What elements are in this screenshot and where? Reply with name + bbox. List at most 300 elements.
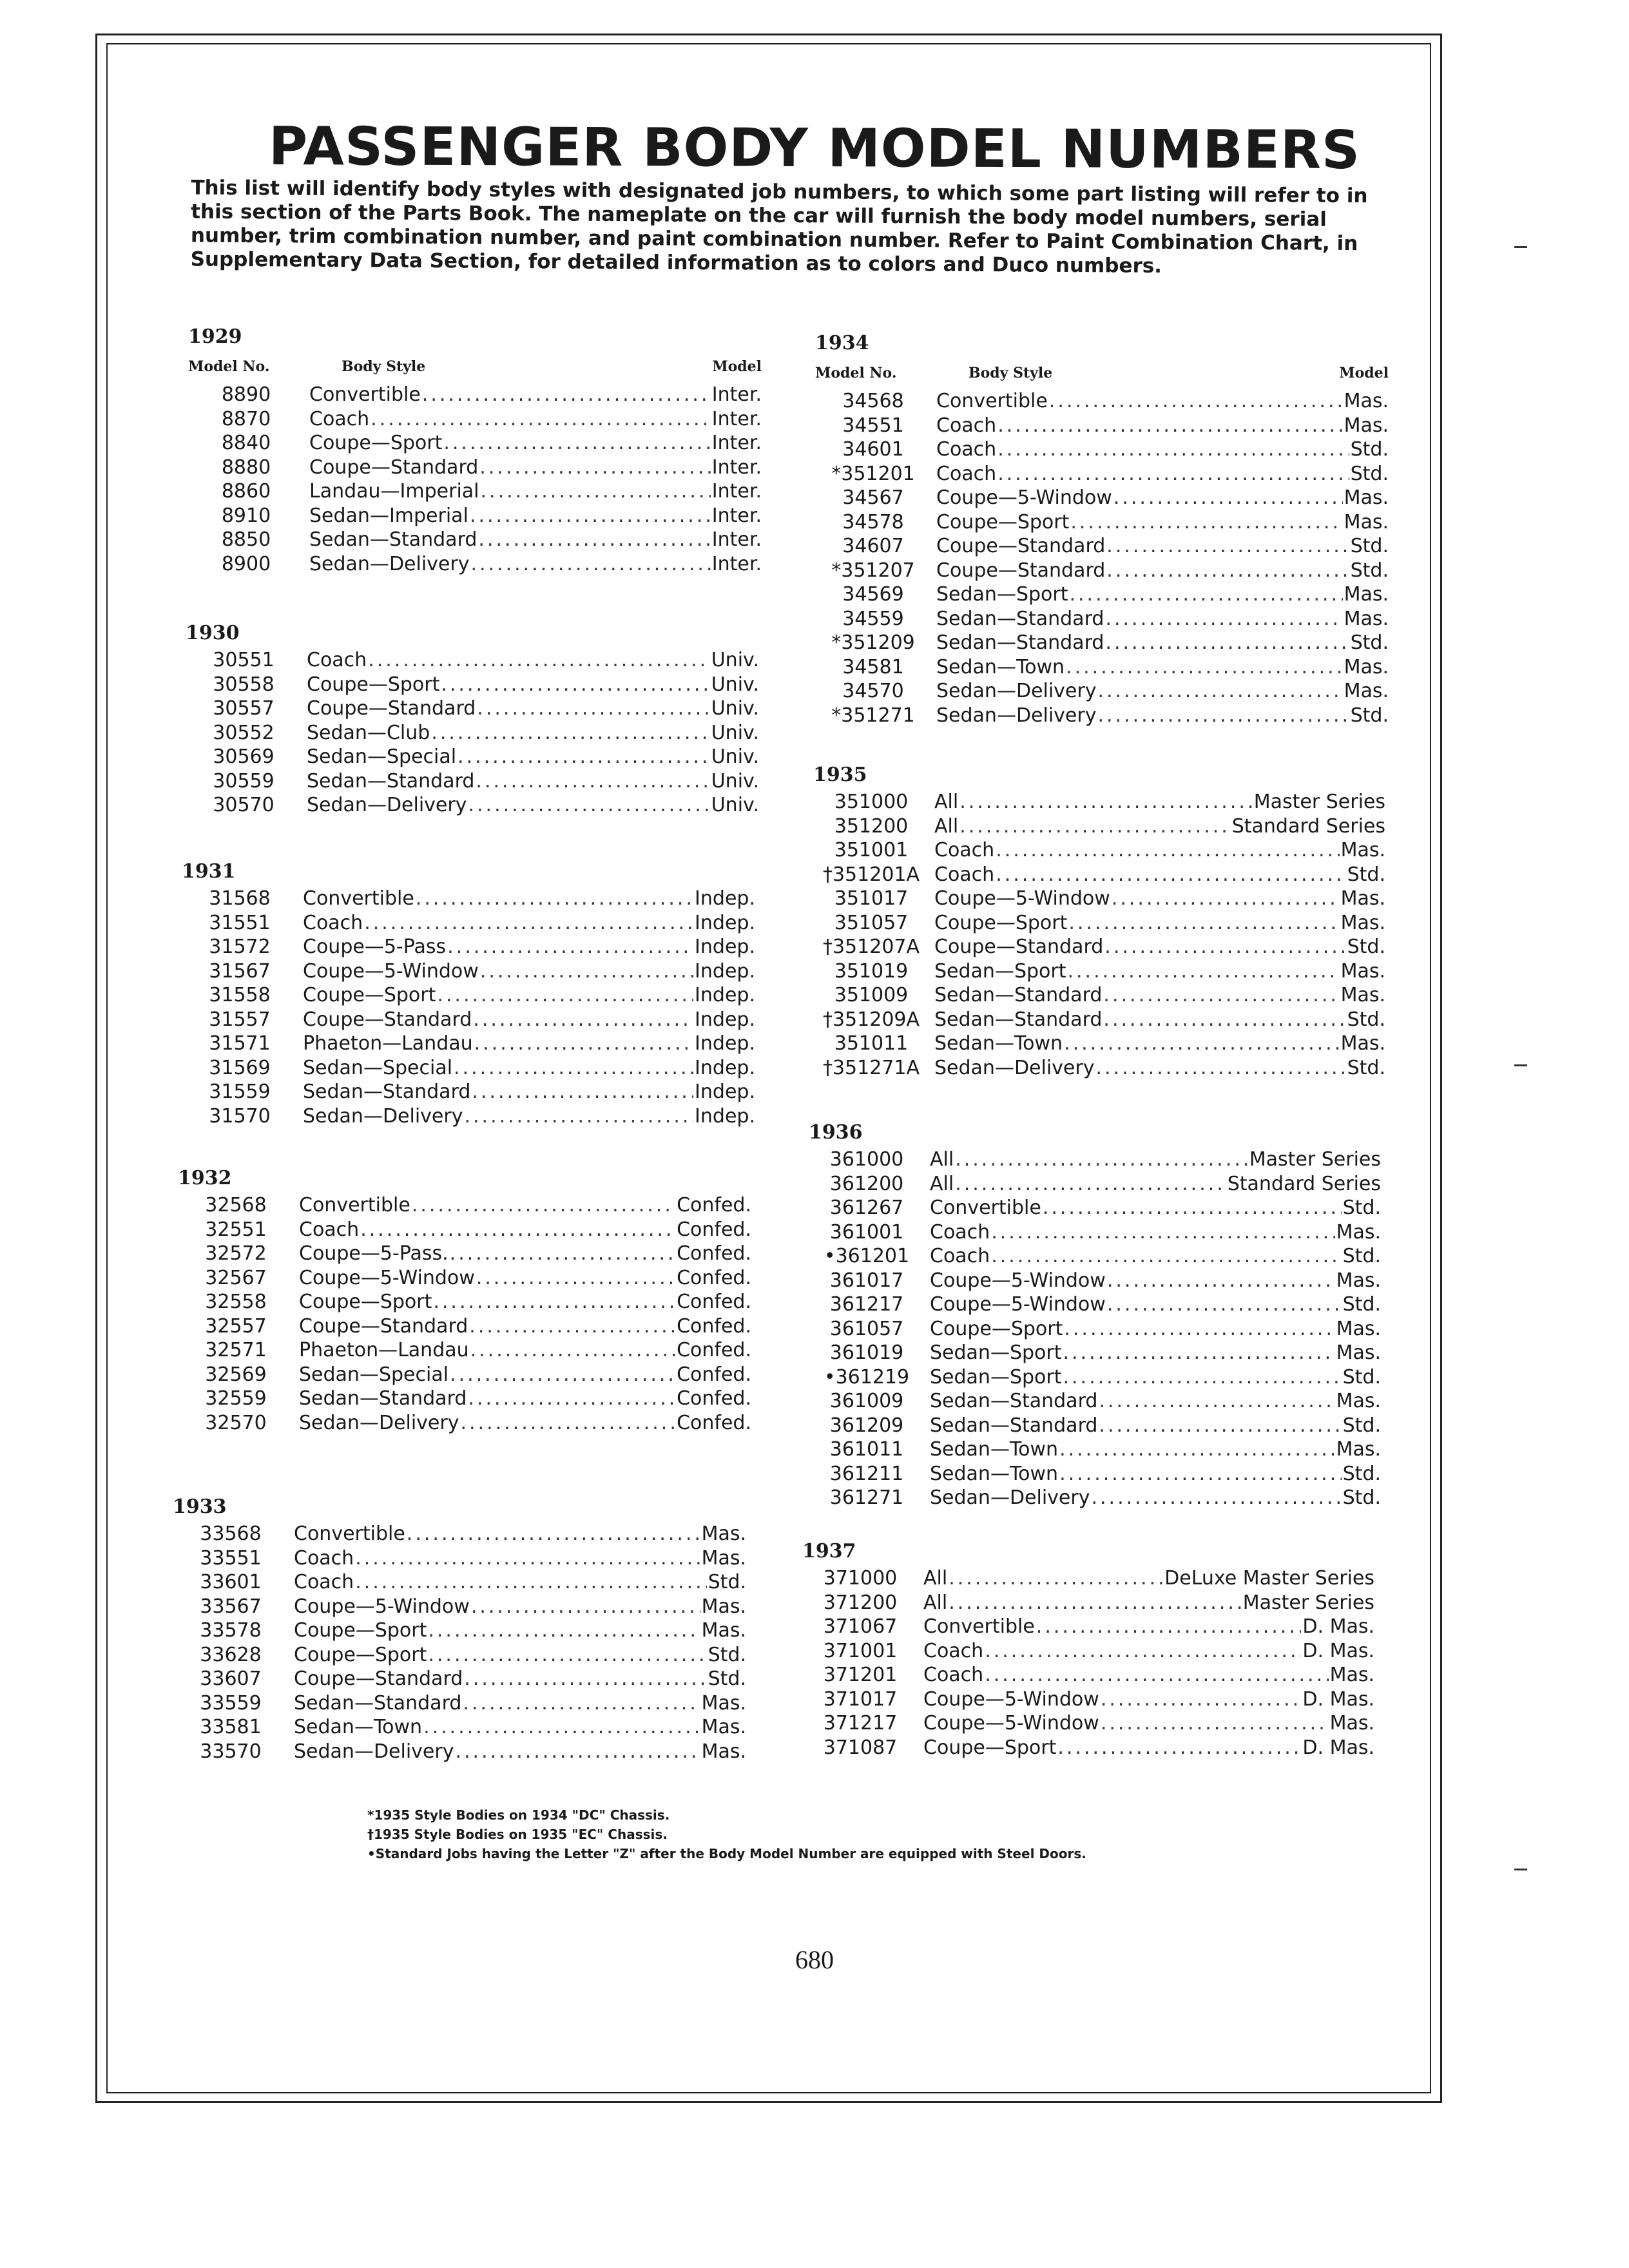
- table-row: [815, 534, 1389, 559]
- model-designation: Confed.: [677, 1314, 751, 1338]
- dot-leader: [1036, 1615, 1302, 1639]
- body-style-cell: [294, 1643, 746, 1667]
- body-style: Sedan—Standard: [936, 631, 1104, 654]
- model-number: 30558: [213, 673, 275, 696]
- body-style-cell: [299, 1290, 751, 1314]
- table-row: [809, 1244, 1381, 1269]
- body-style: Sedan—Delivery: [299, 1411, 459, 1434]
- body-style-cell: [294, 1667, 746, 1691]
- dot-leader: [476, 769, 709, 794]
- body-style: Coach: [307, 649, 367, 671]
- body-style-cell: [309, 431, 762, 456]
- body-style: Landau—Imperial: [309, 480, 479, 503]
- body-style-cell: [299, 1387, 751, 1411]
- body-style-cell: [934, 863, 1385, 887]
- body-style: Sedan—Delivery: [936, 704, 1097, 727]
- body-style-cell: [934, 1032, 1385, 1056]
- body-style: Sedan—Sport: [930, 1365, 1062, 1389]
- body-style-cell: [936, 534, 1389, 559]
- model-designation: Confed.: [677, 1218, 751, 1241]
- model-designation: DeLuxe Master Series: [1164, 1567, 1374, 1590]
- model-designation: Std.: [1350, 438, 1389, 461]
- body-style-cell: [934, 935, 1385, 959]
- body-style: Phaeton—Landau: [303, 1032, 473, 1055]
- model-designation: Univ.: [711, 769, 759, 793]
- page-title: PASSENGER BODY MODEL NUMBERS: [268, 116, 1361, 181]
- model-designation: Std.: [1350, 631, 1389, 654]
- body-style-cell: [294, 1595, 746, 1619]
- year-heading: 1929: [188, 325, 242, 348]
- dot-leader: [472, 1080, 693, 1104]
- body-style: Convertible: [309, 383, 421, 406]
- model-designation: Master Series: [1242, 1591, 1374, 1614]
- model-number: *351201: [831, 462, 915, 485]
- table-row: [186, 745, 759, 769]
- body-style-cell: [936, 414, 1389, 438]
- table-row: [178, 1363, 751, 1387]
- year-section-1937: [802, 1537, 1374, 1760]
- body-style: Convertible: [936, 390, 1048, 412]
- year-heading: 1931: [182, 860, 236, 883]
- body-style: Coupe—Sport: [299, 1291, 432, 1313]
- year-section-1930: [186, 619, 759, 818]
- body-style: Phaeton—Landau: [299, 1339, 469, 1361]
- dot-leader: [368, 648, 710, 673]
- model-designation: Mas.: [1336, 1438, 1381, 1461]
- dot-leader: [412, 1193, 675, 1218]
- table-row: [802, 1615, 1374, 1639]
- model-designation: Mas.: [1336, 1269, 1381, 1292]
- table-row: [813, 1032, 1385, 1056]
- model-number: 371087: [823, 1736, 898, 1759]
- model-designation: Inter.: [711, 528, 762, 551]
- model-designation: Indep.: [695, 959, 755, 983]
- model-designation: Mas.: [1344, 607, 1389, 630]
- table-row: [173, 1570, 746, 1595]
- dot-leader: [464, 1667, 706, 1691]
- model-number: †351207A: [822, 936, 920, 958]
- model-designation: D. Mas.: [1302, 1687, 1374, 1711]
- model-designation: Std.: [1347, 936, 1385, 958]
- model-designation: Mas.: [1340, 984, 1385, 1006]
- year-section-1931: [182, 857, 755, 1128]
- body-style-cell: [930, 1414, 1381, 1438]
- table-row: [173, 1522, 746, 1546]
- model-number: 361011: [829, 1438, 904, 1461]
- model-designation: Univ.: [711, 745, 759, 768]
- model-designation: Std.: [1350, 704, 1389, 727]
- body-style: Coupe—5-Pass.: [299, 1242, 448, 1265]
- body-style-cell: [936, 437, 1389, 462]
- model-number: 31569: [209, 1056, 271, 1079]
- model-number: 31567: [209, 959, 271, 983]
- body-style: Coupe—Sport: [923, 1736, 1057, 1759]
- model-number: 31571: [209, 1032, 271, 1055]
- model-number: 34607: [842, 535, 904, 557]
- body-style: Coupe—Sport: [307, 673, 440, 696]
- table-row: [815, 462, 1389, 486]
- table-row: [182, 1104, 755, 1129]
- body-style: Sedan—Special: [299, 1363, 449, 1386]
- model-number: 351001: [834, 839, 909, 861]
- table-row: [186, 769, 759, 794]
- model-number: 32551: [205, 1218, 267, 1241]
- body-style-cell: [936, 655, 1389, 680]
- body-style-cell: [299, 1266, 751, 1291]
- body-style: Coupe—Sport: [294, 1619, 427, 1642]
- model-designation: Mas.: [1336, 1341, 1381, 1364]
- model-number: 361267: [829, 1196, 904, 1219]
- model-designation: Mas.: [1340, 887, 1385, 910]
- model-designation: Inter.: [711, 407, 762, 430]
- model-designation: Mas.: [1344, 390, 1389, 412]
- dot-leader: [1091, 1486, 1341, 1510]
- dot-leader: [1103, 1008, 1345, 1032]
- table-row: [813, 838, 1385, 863]
- model-number: †351209A: [822, 1008, 920, 1031]
- footnote: •Standard Jobs having the Letter "Z" after the Body Model Number are equipped with Steel Doors.: [367, 1846, 1086, 1861]
- table-row: [815, 559, 1389, 583]
- body-style-cell: [299, 1338, 751, 1363]
- body-style-cell: [930, 1293, 1381, 1317]
- dot-leader: [985, 1663, 1328, 1687]
- year-heading: 1937: [802, 1540, 856, 1562]
- dot-leader: [1106, 534, 1349, 559]
- model-designation: Std.: [1350, 462, 1389, 485]
- dot-leader: [959, 790, 1253, 814]
- body-style-cell: [299, 1411, 751, 1436]
- body-style: Coupe—Standard: [294, 1667, 463, 1690]
- body-style-cell: [299, 1218, 751, 1242]
- model-designation: Mas.: [1344, 655, 1389, 678]
- body-style: Coupe—Standard: [309, 456, 479, 479]
- column-header-body-style: Body Style: [969, 365, 1053, 381]
- body-style-cell: [936, 462, 1389, 486]
- dot-leader: [1113, 486, 1343, 510]
- body-style: Coach: [294, 1571, 354, 1593]
- year-section-1933: [173, 1492, 746, 1763]
- model-number: 361209: [829, 1414, 904, 1437]
- table-row: [188, 431, 762, 456]
- model-number: 31557: [209, 1008, 271, 1031]
- table-row: [813, 1008, 1385, 1032]
- table-row: [178, 1314, 751, 1339]
- body-style: Sedan—Standard: [930, 1414, 1098, 1437]
- dot-leader: [996, 838, 1339, 863]
- dot-leader: [991, 1244, 1341, 1269]
- body-style-cell: [934, 983, 1385, 1008]
- model-number: 30569: [213, 745, 275, 768]
- body-style: Coach: [923, 1639, 984, 1662]
- model-designation: Mas.: [701, 1523, 746, 1545]
- table-row: [813, 814, 1385, 839]
- model-designation: Indep.: [695, 1008, 755, 1031]
- model-designation: Indep.: [695, 887, 755, 910]
- dot-leader: [481, 479, 711, 504]
- body-style-cell: [934, 887, 1385, 911]
- model-designation: Indep.: [695, 911, 755, 934]
- body-style-cell: [936, 631, 1389, 655]
- body-style-cell: [294, 1619, 746, 1643]
- table-row: [178, 1338, 751, 1363]
- body-style: Coupe—5-Window: [930, 1269, 1106, 1292]
- body-style: Coupe—5-Window: [930, 1293, 1106, 1316]
- model-designation: Standard Series: [1227, 1172, 1381, 1195]
- table-row: [802, 1566, 1374, 1591]
- dot-leader: [949, 1566, 1163, 1591]
- dot-leader: [1099, 1414, 1341, 1438]
- body-style-cell: [936, 704, 1389, 728]
- body-style: Sedan—Standard: [309, 528, 477, 551]
- body-style-cell: [309, 528, 762, 552]
- table-row: [815, 437, 1389, 462]
- model-number: 32558: [205, 1291, 267, 1313]
- body-style: Sedan—Delivery: [934, 1056, 1095, 1079]
- table-row: [813, 1056, 1385, 1081]
- model-number: 34551: [842, 414, 904, 437]
- table-row: [178, 1411, 751, 1436]
- model-number: 351200: [834, 814, 909, 838]
- model-designation: Mas.: [701, 1595, 746, 1618]
- model-number: 34568: [842, 390, 904, 412]
- body-style-cell: [294, 1546, 746, 1571]
- model-designation: Univ.: [711, 697, 759, 720]
- table-row: [186, 697, 759, 721]
- body-style-cell: [930, 1317, 1381, 1341]
- year-heading: 1930: [186, 622, 240, 644]
- model-designation: Indep.: [695, 1032, 755, 1055]
- model-designation: Confed.: [677, 1194, 751, 1216]
- body-style: Coupe—Sport: [294, 1643, 427, 1666]
- model-number: 34569: [842, 583, 904, 606]
- model-designation: Std.: [1342, 1245, 1381, 1267]
- table-row: [802, 1591, 1374, 1615]
- table-row: [178, 1193, 751, 1218]
- body-style-cell: [936, 389, 1389, 414]
- body-style: Sedan—Delivery: [307, 794, 467, 816]
- model-number: 32572: [205, 1242, 267, 1265]
- dot-leader: [469, 1314, 675, 1339]
- year-heading: 1932: [178, 1167, 232, 1189]
- body-style-cell: [307, 769, 759, 794]
- dot-leader: [1105, 607, 1342, 631]
- body-style: Coupe—Standard: [299, 1314, 468, 1338]
- model-designation: Mas.: [1340, 911, 1385, 934]
- body-style: Sedan—Town: [930, 1438, 1059, 1461]
- table-row: [186, 673, 759, 697]
- body-style: Coach: [923, 1664, 984, 1686]
- dot-leader: [1063, 1365, 1341, 1390]
- dot-leader: [470, 1338, 675, 1363]
- body-style: Sedan—Standard: [936, 607, 1104, 630]
- model-number: 31551: [209, 911, 271, 934]
- dot-leader: [423, 1715, 700, 1740]
- model-number: †351201A: [822, 863, 920, 886]
- model-number: 33607: [200, 1667, 262, 1690]
- table-row: [182, 959, 755, 984]
- model-designation: Std.: [1342, 1486, 1381, 1509]
- body-style: Convertible: [923, 1615, 1035, 1638]
- model-number: 32559: [205, 1387, 267, 1410]
- model-number: 361211: [829, 1462, 904, 1485]
- model-number: 30557: [213, 697, 275, 720]
- model-number: 33568: [200, 1523, 262, 1545]
- dot-leader: [985, 1639, 1301, 1664]
- table-row: [186, 648, 759, 673]
- table-row: [178, 1290, 751, 1314]
- dot-leader: [955, 1172, 1226, 1196]
- model-number: 361019: [829, 1341, 904, 1364]
- body-style-cell: [307, 721, 759, 745]
- model-number: 33567: [200, 1595, 262, 1618]
- model-number: 8840: [221, 432, 271, 454]
- body-style: Sedan—Special: [307, 745, 457, 768]
- body-style-cell: [309, 456, 762, 480]
- model-number: •361201: [824, 1245, 910, 1267]
- body-style: Coupe—Sport: [309, 432, 443, 454]
- body-style-cell: [923, 1663, 1374, 1687]
- model-designation: Inter.: [711, 383, 762, 406]
- dot-leader: [1064, 1317, 1335, 1341]
- table-row: [815, 704, 1389, 728]
- model-designation: Confed.: [677, 1242, 751, 1265]
- model-number: 31570: [209, 1104, 271, 1128]
- table-row: [188, 383, 762, 407]
- body-style: All: [930, 1172, 954, 1195]
- body-style-cell: [930, 1148, 1381, 1172]
- dot-leader: [433, 1290, 675, 1314]
- model-designation: Std.: [1342, 1462, 1381, 1485]
- body-style-cell: [307, 745, 759, 769]
- body-style: Coach: [299, 1218, 360, 1241]
- body-style: Coupe—Sport: [934, 911, 1068, 934]
- model-designation: Inter.: [711, 432, 762, 454]
- model-designation: Inter.: [711, 456, 762, 479]
- dot-leader: [1049, 389, 1343, 414]
- dot-leader: [437, 983, 693, 1008]
- dot-leader: [463, 1691, 700, 1716]
- model-number: *351271: [831, 704, 915, 727]
- dot-leader: [458, 745, 710, 769]
- body-style: Coupe—Standard: [936, 535, 1106, 557]
- model-designation: Univ.: [711, 673, 759, 696]
- body-style-cell: [299, 1193, 751, 1218]
- table-row: [178, 1242, 751, 1266]
- body-style-cell: [923, 1615, 1374, 1639]
- model-number: 371200: [823, 1591, 898, 1614]
- body-style: Sedan—Town: [294, 1716, 423, 1738]
- model-designation: Std.: [1347, 863, 1385, 886]
- body-style: Sedan—Delivery: [309, 552, 470, 575]
- model-number: 361217: [829, 1293, 904, 1316]
- model-number: 34601: [842, 438, 904, 461]
- body-style-cell: [930, 1462, 1381, 1486]
- year-heading: 1936: [809, 1121, 863, 1144]
- body-style-cell: [934, 1008, 1385, 1032]
- table-row: [178, 1266, 751, 1291]
- dot-leader: [949, 1591, 1242, 1615]
- body-style: Coupe—Sport: [930, 1317, 1063, 1340]
- model-designation: Mas.: [1344, 414, 1389, 437]
- body-style: Convertible: [303, 887, 414, 910]
- table-row: [173, 1715, 746, 1740]
- body-style: Sedan—Standard: [307, 769, 475, 793]
- body-style-cell: [294, 1522, 746, 1546]
- model-number: 351057: [834, 911, 909, 934]
- table-row: [186, 793, 759, 818]
- model-number: 32567: [205, 1266, 267, 1289]
- intro-paragraph: This list will identify body styles with designated job numbers, to which some part listing will refer to in this section of the Parts Book. The nameplate on the car will furnish the body model numbers, serial number, trim combination number, and paint combination number. Refer to Paint Combination Chart, in Supplementary Data Section, for detailed information as to colors and Duco numbers.: [190, 176, 1368, 278]
- body-style: Sedan—Imperial: [309, 504, 468, 527]
- body-style: Sedan—Sport: [936, 583, 1068, 606]
- table-row: [815, 582, 1389, 607]
- table-row: [809, 1196, 1381, 1220]
- model-number: 8880: [221, 456, 271, 479]
- dot-leader: [959, 814, 1231, 839]
- model-number: 30551: [213, 649, 275, 671]
- body-style-cell: [923, 1639, 1374, 1664]
- body-style-cell: [309, 504, 762, 528]
- body-style: Convertible: [294, 1523, 405, 1545]
- model-number: 361200: [829, 1172, 904, 1195]
- table-row: [809, 1437, 1381, 1462]
- model-designation: Mas.: [1344, 583, 1389, 606]
- model-designation: Mas.: [1344, 486, 1389, 509]
- model-designation: Univ.: [711, 649, 759, 671]
- footnotes: [367, 1805, 1086, 1863]
- body-style: Coupe—5-Window: [294, 1595, 470, 1618]
- model-designation: Std.: [708, 1643, 746, 1666]
- table-row: [182, 935, 755, 959]
- footnote: †1935 Style Bodies on 1935 "EC" Chassis.: [367, 1827, 668, 1842]
- table-row: [188, 504, 762, 528]
- model-number: 361017: [829, 1269, 904, 1292]
- body-style: Sedan—Delivery: [303, 1104, 463, 1128]
- body-style-cell: [923, 1591, 1374, 1615]
- body-style: All: [923, 1567, 948, 1590]
- body-style-cell: [309, 479, 762, 504]
- model-number: 34581: [842, 655, 904, 678]
- model-number: 30570: [213, 794, 275, 816]
- model-designation: Std.: [708, 1667, 746, 1690]
- footnote: *1935 Style Bodies on 1934 "DC" Chassis.: [367, 1807, 670, 1823]
- body-style: Sedan—Sport: [934, 959, 1066, 983]
- body-style: Coupe—5-Window: [303, 959, 479, 983]
- body-style: Coupe—Standard: [934, 936, 1104, 958]
- model-number: †351271A: [822, 1056, 920, 1079]
- model-number: 31572: [209, 936, 271, 958]
- body-style-cell: [303, 959, 755, 984]
- dot-leader: [364, 911, 693, 936]
- dot-leader: [1107, 1293, 1342, 1317]
- model-number: 351011: [834, 1032, 909, 1055]
- table-row: [173, 1546, 746, 1571]
- table-row: [815, 486, 1389, 510]
- table-row: [186, 721, 759, 745]
- table-row: [182, 1032, 755, 1056]
- table-row: [809, 1389, 1381, 1414]
- table-row: [815, 679, 1389, 704]
- model-designation: Std.: [1347, 1056, 1385, 1079]
- model-number: 32568: [205, 1194, 267, 1216]
- model-number: 31559: [209, 1081, 271, 1103]
- model-number: 351017: [834, 887, 909, 910]
- table-row: [178, 1387, 751, 1411]
- dot-leader: [473, 1008, 693, 1032]
- body-style: Sedan—Sport: [930, 1341, 1062, 1364]
- body-style: Coach: [930, 1245, 990, 1267]
- body-style-cell: [936, 607, 1389, 631]
